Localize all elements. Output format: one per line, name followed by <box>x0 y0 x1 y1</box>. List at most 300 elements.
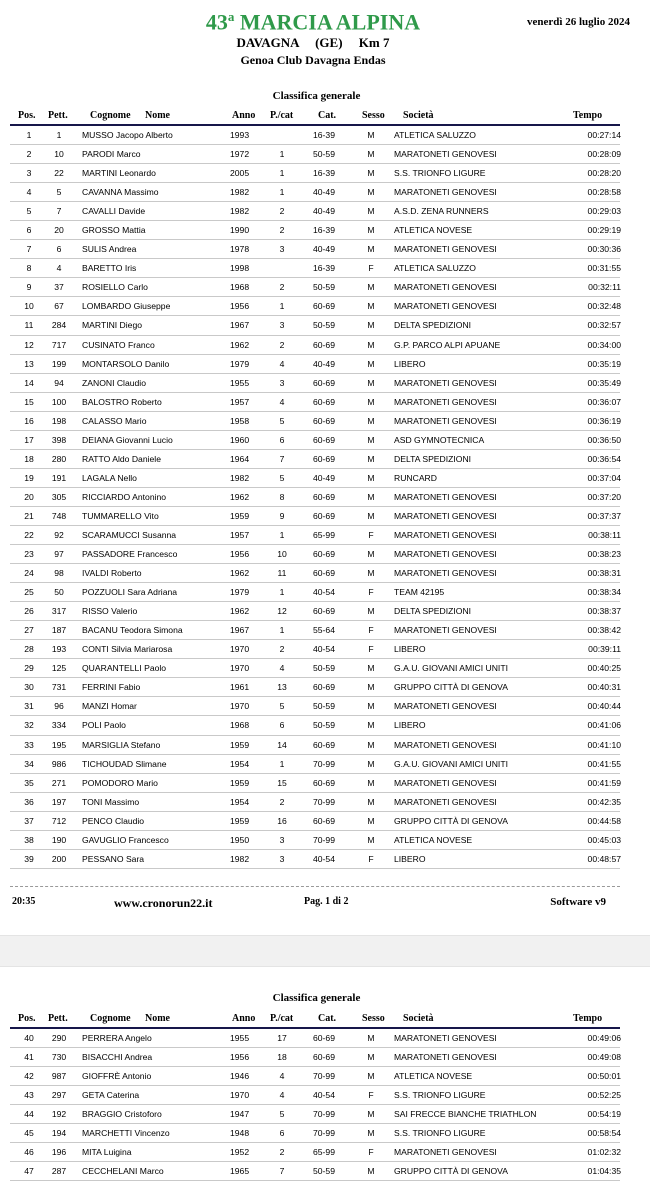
cell-pos: 29 <box>24 663 34 674</box>
cell-cat: 65-99 <box>313 529 335 540</box>
cell-societa: RUNCARD <box>394 472 437 483</box>
cell-pett: 731 <box>51 682 67 693</box>
cell-pos: 6 <box>26 225 32 236</box>
cell-tempo: 00:40:25 <box>587 663 621 674</box>
cell-sesso: M <box>367 549 375 560</box>
cell-pos: 13 <box>24 358 34 369</box>
table-row <box>10 469 620 488</box>
race-location: DAVAGNA (GE) Km 7 <box>236 35 390 50</box>
table-row <box>10 202 620 221</box>
cell-name: CALASSO Mario <box>82 415 147 426</box>
cell-pos: 30 <box>24 682 34 693</box>
cell-tempo: 00:50:01 <box>587 1071 621 1082</box>
table-row <box>10 602 620 621</box>
cell-pcat: 2 <box>279 1147 285 1158</box>
cell-sesso: M <box>367 682 375 693</box>
table-row <box>10 488 620 507</box>
cell-societa: S.S. TRIONFO LIGURE <box>394 1128 486 1139</box>
cell-pcat: 5 <box>279 701 285 712</box>
cell-name: PENCO Claudio <box>82 815 145 826</box>
cell-societa: ATLETICA NOVESE <box>394 834 473 845</box>
cell-sesso: M <box>367 415 375 426</box>
cell-pett: 4 <box>56 263 62 274</box>
cell-sesso: M <box>367 130 375 140</box>
cell-societa: GRUPPO CITTÀ DI GENOVA <box>394 682 508 693</box>
cell-pos: 18 <box>24 453 34 464</box>
cell-pos: 9 <box>26 282 32 293</box>
cell-sesso: M <box>367 1033 375 1043</box>
cell-anno: 1956 <box>230 1052 250 1063</box>
cell-pett: 317 <box>51 606 67 617</box>
table-row <box>10 1029 620 1048</box>
cell-sesso: M <box>367 568 375 579</box>
page-separator <box>0 935 650 967</box>
table-row <box>10 831 620 850</box>
cell-pcat: 12 <box>277 606 287 617</box>
cell-name: CAVALLI Davide <box>82 206 146 217</box>
cell-pcat: 6 <box>279 434 285 445</box>
col-nome: Nome <box>145 1013 170 1024</box>
cell-name: LOMBARDO Giuseppe <box>82 301 171 312</box>
table-row <box>10 545 620 564</box>
table-row <box>10 526 620 545</box>
cell-anno: 1959 <box>230 777 250 788</box>
cell-tempo: 00:35:19 <box>587 358 621 369</box>
cell-pcat: 7 <box>279 1166 285 1177</box>
cell-pett: 297 <box>51 1090 67 1101</box>
cell-tempo: 00:49:06 <box>587 1033 621 1043</box>
cell-pos: 20 <box>24 491 34 502</box>
cell-pett: 200 <box>51 853 67 864</box>
cell-pett: 20 <box>54 225 64 236</box>
cell-tempo: 00:37:37 <box>587 510 621 521</box>
cell-anno: 1954 <box>230 796 250 807</box>
cell-tempo: 00:32:11 <box>588 282 621 293</box>
cell-tempo: 00:29:19 <box>587 225 621 236</box>
cell-tempo: 00:28:09 <box>587 149 621 160</box>
col-pett: Pett. <box>48 110 68 121</box>
cell-pcat: 3 <box>279 853 285 864</box>
cell-pcat: 1 <box>279 149 285 160</box>
cell-societa: MARATONETI GENOVESI <box>394 415 497 426</box>
cell-name: CONTI Silvia Mariarosa <box>82 644 173 655</box>
cell-sesso: M <box>367 149 375 160</box>
cell-tempo: 00:38:11 <box>588 529 621 540</box>
table-header <box>10 1011 620 1029</box>
cell-pos: 42 <box>24 1071 34 1082</box>
cell-anno: 1982 <box>230 187 250 198</box>
cell-anno: 1956 <box>230 549 250 560</box>
table-row <box>10 812 620 831</box>
cell-pcat: 3 <box>279 834 285 845</box>
race-date: venerdì 26 luglio 2024 <box>527 16 630 28</box>
cell-anno: 1959 <box>230 510 250 521</box>
cell-pcat: 7 <box>279 453 285 464</box>
cell-sesso: M <box>367 244 375 255</box>
cell-societa: MARATONETI GENOVESI <box>394 739 497 750</box>
table-row <box>10 278 620 297</box>
cell-cat: 60-69 <box>313 549 335 560</box>
cell-pos: 25 <box>24 587 34 598</box>
cell-sesso: M <box>367 777 375 788</box>
cell-pos: 38 <box>24 834 34 845</box>
cell-anno: 1954 <box>230 758 250 769</box>
cell-pcat: 4 <box>279 358 285 369</box>
cell-sesso: M <box>367 282 375 293</box>
cell-cat: 40-49 <box>313 358 335 369</box>
cell-anno: 1957 <box>230 396 250 407</box>
cell-cat: 50-59 <box>313 149 335 160</box>
cell-name: RICCIARDO Antonino <box>82 491 167 502</box>
table-row <box>10 1048 620 1067</box>
cell-pcat: 1 <box>279 301 285 312</box>
cell-cat: 60-69 <box>313 377 335 388</box>
cell-tempo: 00:38:37 <box>587 606 621 617</box>
cell-tempo: 00:34:00 <box>587 339 621 350</box>
cell-pcat: 4 <box>279 663 285 674</box>
cell-societa: TEAM 42195 <box>394 587 445 598</box>
cell-sesso: M <box>367 796 375 807</box>
col-tempo: Tempo <box>573 110 603 121</box>
cell-cat: 60-69 <box>313 434 335 445</box>
cell-pett: 280 <box>51 453 67 464</box>
cell-sesso: M <box>367 834 375 845</box>
cell-anno: 1982 <box>230 853 250 864</box>
cell-cat: 16-39 <box>313 130 335 140</box>
cell-pos: 10 <box>24 301 34 312</box>
col-sesso: Sesso <box>362 110 385 121</box>
cell-tempo: 00:41:06 <box>587 720 621 731</box>
cell-cat: 40-49 <box>313 244 335 255</box>
cell-pett: 92 <box>54 529 64 540</box>
cell-cat: 16-39 <box>313 225 335 236</box>
cell-pos: 32 <box>24 720 34 731</box>
cell-societa: ATLETICA SALUZZO <box>394 130 476 140</box>
cell-pett: 197 <box>51 796 67 807</box>
cell-pcat: 16 <box>277 815 287 826</box>
cell-pcat: 2 <box>279 282 285 293</box>
cell-sesso: F <box>368 1147 374 1158</box>
cell-cat: 40-54 <box>313 587 335 598</box>
software-version: Software v9 <box>550 896 606 908</box>
cell-societa: MARATONETI GENOVESI <box>394 282 497 293</box>
cell-pcat: 18 <box>277 1052 287 1063</box>
cell-pos: 39 <box>24 853 34 864</box>
cell-pos: 46 <box>24 1147 34 1158</box>
cell-societa: MARATONETI GENOVESI <box>394 701 497 712</box>
cell-pos: 5 <box>26 206 32 217</box>
cell-sesso: F <box>368 587 374 598</box>
page-number: Pag. 1 di 2 <box>304 896 349 907</box>
section-title: Classifica generale <box>272 90 361 102</box>
cell-cat: 40-54 <box>313 853 335 864</box>
cell-pos: 11 <box>24 320 34 331</box>
cell-name: FERRINI Fabio <box>82 682 141 693</box>
col-sesso: Sesso <box>362 1013 385 1024</box>
cell-societa: DELTA SPEDIZIONI <box>394 453 472 464</box>
cell-sesso: M <box>367 168 375 179</box>
cell-cat: 50-59 <box>313 1166 335 1177</box>
table-row <box>10 393 620 412</box>
cell-anno: 1962 <box>230 606 250 617</box>
cell-cat: 50-59 <box>313 663 335 674</box>
cell-cat: 60-69 <box>313 491 335 502</box>
cell-anno: 1948 <box>230 1128 250 1139</box>
table-row <box>10 183 620 202</box>
cell-pett: 94 <box>54 377 64 388</box>
cell-sesso: M <box>367 377 375 388</box>
cell-name: MITA Luigina <box>82 1147 132 1158</box>
cell-pett: 730 <box>51 1052 67 1063</box>
cell-pett: 193 <box>51 644 67 655</box>
cell-pett: 67 <box>54 301 64 312</box>
table-row <box>10 621 620 640</box>
cell-pos: 12 <box>24 339 34 350</box>
cell-anno: 2005 <box>230 168 250 179</box>
cell-pett: 305 <box>51 491 67 502</box>
cell-name: MARSIGLIA Stefano <box>82 739 161 750</box>
cell-pcat: 2 <box>279 796 285 807</box>
cell-societa: MARATONETI GENOVESI <box>394 149 497 160</box>
cell-tempo: 00:41:10 <box>587 739 621 750</box>
col-nome: Nome <box>145 110 170 121</box>
col-pcat: P./cat <box>270 110 294 121</box>
cell-tempo: 00:36:19 <box>587 415 621 426</box>
cell-pcat: 1 <box>279 187 285 198</box>
cell-pcat: 10 <box>277 549 287 560</box>
table-row <box>10 240 620 259</box>
cell-pcat: 13 <box>277 682 287 693</box>
cell-sesso: M <box>367 606 375 617</box>
cell-anno: 1982 <box>230 472 250 483</box>
cell-anno: 1970 <box>230 701 250 712</box>
cell-pcat: 6 <box>279 1128 285 1139</box>
cell-pos: 36 <box>24 796 34 807</box>
cell-pett: 287 <box>51 1166 67 1177</box>
cell-societa: MARATONETI GENOVESI <box>394 377 497 388</box>
cell-pett: 748 <box>51 510 67 521</box>
cell-cat: 60-69 <box>313 739 335 750</box>
cell-pett: 37 <box>54 282 64 293</box>
cell-pett: 334 <box>51 720 67 731</box>
cell-pett: 195 <box>51 739 67 750</box>
cell-societa: MARATONETI GENOVESI <box>394 529 497 540</box>
cell-pos: 35 <box>24 777 34 788</box>
results-table-page-1 <box>10 126 620 869</box>
cell-sesso: M <box>367 739 375 750</box>
col-cat: Cat. <box>318 1013 337 1024</box>
cell-pos: 43 <box>24 1090 34 1101</box>
col-pos: Pos. <box>18 1013 36 1024</box>
cell-pcat: 3 <box>279 244 285 255</box>
cell-pett: 284 <box>51 320 67 331</box>
cell-name: MONTARSOLO Danilo <box>82 358 170 369</box>
cell-pos: 1 <box>26 130 32 140</box>
cell-pett: 712 <box>51 815 67 826</box>
cell-cat: 60-69 <box>313 1033 335 1043</box>
cell-cat: 70-99 <box>313 796 335 807</box>
cell-name: TONI Massimo <box>82 796 140 807</box>
cell-pett: 271 <box>51 777 67 788</box>
cell-anno: 1965 <box>230 1166 250 1177</box>
cell-name: GETA Caterina <box>82 1090 140 1101</box>
cell-cat: 50-59 <box>313 320 335 331</box>
cell-pos: 23 <box>24 549 34 560</box>
cell-anno: 1982 <box>230 206 250 217</box>
col-societa: Società <box>403 1013 434 1024</box>
cell-societa: MARATONETI GENOVESI <box>394 1033 497 1043</box>
cell-pos: 34 <box>24 758 34 769</box>
cell-cat: 60-69 <box>313 568 335 579</box>
cell-pos: 21 <box>24 510 34 521</box>
cell-anno: 1979 <box>230 587 250 598</box>
cell-societa: DELTA SPEDIZIONI <box>394 320 472 331</box>
cell-tempo: 00:37:04 <box>587 472 621 483</box>
cell-pett: 7 <box>56 206 62 217</box>
cell-pcat: 1 <box>279 758 285 769</box>
cell-anno: 1967 <box>230 320 250 331</box>
cell-name: BALOSTRO Roberto <box>82 396 162 407</box>
cell-anno: 1990 <box>230 225 250 236</box>
cell-pett: 96 <box>54 701 64 712</box>
cell-societa: SAI FRECCE BIANCHE TRIATHLON <box>394 1109 537 1120</box>
cell-cat: 40-54 <box>313 644 335 655</box>
cell-pos: 15 <box>24 396 34 407</box>
cell-tempo: 00:28:58 <box>587 187 621 198</box>
cell-cat: 60-69 <box>313 815 335 826</box>
col-cognome: Cognome <box>90 110 131 121</box>
cell-pcat: 5 <box>279 1109 285 1120</box>
cell-sesso: M <box>367 491 375 502</box>
cell-sesso: F <box>368 644 374 655</box>
cell-tempo: 00:49:08 <box>587 1052 621 1063</box>
table-row <box>10 697 620 716</box>
cell-pos: 4 <box>26 187 32 198</box>
cell-name: PARODI Marco <box>82 149 141 160</box>
cell-pcat: 5 <box>279 415 285 426</box>
cell-pcat: 2 <box>279 339 285 350</box>
cell-pcat: 3 <box>279 377 285 388</box>
cell-tempo: 00:48:57 <box>587 853 621 864</box>
cell-pos: 28 <box>24 644 34 655</box>
table-row <box>10 1086 620 1105</box>
table-row <box>10 564 620 583</box>
cell-tempo: 00:38:34 <box>587 587 621 598</box>
cell-societa: MARATONETI GENOVESI <box>394 568 497 579</box>
cell-societa: MARATONETI GENOVESI <box>394 549 497 560</box>
cell-societa: G.P. PARCO ALPI APUANE <box>394 339 501 350</box>
table-row <box>10 716 620 735</box>
cell-cat: 40-49 <box>313 472 335 483</box>
cell-pos: 40 <box>24 1033 34 1043</box>
cell-pett: 6 <box>56 244 62 255</box>
cell-pcat: 5 <box>279 472 285 483</box>
cell-pett: 10 <box>54 149 64 160</box>
cell-anno: 1964 <box>230 453 250 464</box>
cell-pett: 190 <box>51 834 67 845</box>
cell-cat: 60-69 <box>313 606 335 617</box>
cell-anno: 1959 <box>230 815 250 826</box>
cell-societa: LIBERO <box>394 720 426 731</box>
table-row <box>10 221 620 240</box>
cell-name: CAVANNA Massimo <box>82 187 159 198</box>
cell-societa: MARATONETI GENOVESI <box>394 491 497 502</box>
cell-name: PESSANO Sara <box>82 853 145 864</box>
cell-anno: 1955 <box>230 377 250 388</box>
cell-sesso: M <box>367 206 375 217</box>
cell-pett: 50 <box>54 587 64 598</box>
cell-name: CUSINATO Franco <box>82 339 155 350</box>
cell-cat: 65-99 <box>313 1147 335 1158</box>
cell-anno: 1968 <box>230 282 250 293</box>
cell-anno: 1957 <box>230 529 250 540</box>
cell-tempo: 00:29:03 <box>587 206 621 217</box>
cell-societa: A.S.D. ZENA RUNNERS <box>394 206 489 217</box>
cell-tempo: 00:42:35 <box>587 796 621 807</box>
cell-tempo: 00:54:19 <box>587 1109 621 1120</box>
cell-anno: 1952 <box>230 1147 250 1158</box>
cell-pcat: 2 <box>279 225 285 236</box>
table-row <box>10 126 620 145</box>
cell-anno: 1962 <box>230 568 250 579</box>
cell-pett: 192 <box>51 1109 67 1120</box>
cell-name: TICHOUDAD Slimane <box>82 758 167 769</box>
cell-tempo: 00:28:20 <box>587 168 621 179</box>
cell-pett: 398 <box>51 434 67 445</box>
cell-pos: 14 <box>24 377 34 388</box>
cell-anno: 1950 <box>230 834 250 845</box>
cell-societa: ATLETICA NOVESE <box>394 1071 473 1082</box>
cell-pcat: 4 <box>279 396 285 407</box>
col-anno: Anno <box>232 110 256 121</box>
cell-anno: 1962 <box>230 491 250 502</box>
cell-cat: 60-69 <box>313 777 335 788</box>
cell-tempo: 00:41:55 <box>587 758 621 769</box>
cell-name: PERRERA Angelo <box>82 1033 152 1043</box>
cell-name: BRAGGIO Cristoforo <box>82 1109 162 1120</box>
cell-pos: 44 <box>24 1109 34 1120</box>
cell-tempo: 00:36:50 <box>587 434 621 445</box>
cell-cat: 60-69 <box>313 339 335 350</box>
cell-tempo: 00:38:23 <box>587 549 621 560</box>
cell-tempo: 00:27:14 <box>587 130 621 140</box>
organizer: Genoa Club Davagna Endas <box>240 53 386 67</box>
cell-pett: 5 <box>56 187 62 198</box>
cell-cat: 55-64 <box>313 625 335 636</box>
cell-societa: ASD GYMNOTECNICA <box>394 434 485 445</box>
cell-pett: 1 <box>56 130 62 140</box>
cell-sesso: M <box>367 301 375 312</box>
cell-pcat: 2 <box>279 644 285 655</box>
table-row <box>10 774 620 793</box>
table-row <box>10 793 620 812</box>
cell-pos: 16 <box>24 415 34 426</box>
cell-pcat: 9 <box>279 510 285 521</box>
table-row <box>10 640 620 659</box>
cell-name: GROSSO Mattia <box>82 225 146 236</box>
table-row <box>10 1143 620 1162</box>
cell-pcat: 17 <box>277 1033 287 1043</box>
cell-sesso: M <box>367 225 375 236</box>
cell-name: MARTINI Diego <box>82 320 143 331</box>
cell-sesso: M <box>367 701 375 712</box>
cell-name: MANZI Homar <box>82 701 137 712</box>
cell-pett: 97 <box>54 549 64 560</box>
cell-anno: 1962 <box>230 339 250 350</box>
cell-societa: DELTA SPEDIZIONI <box>394 606 472 617</box>
cell-societa: LIBERO <box>394 853 426 864</box>
table-row <box>10 316 620 335</box>
